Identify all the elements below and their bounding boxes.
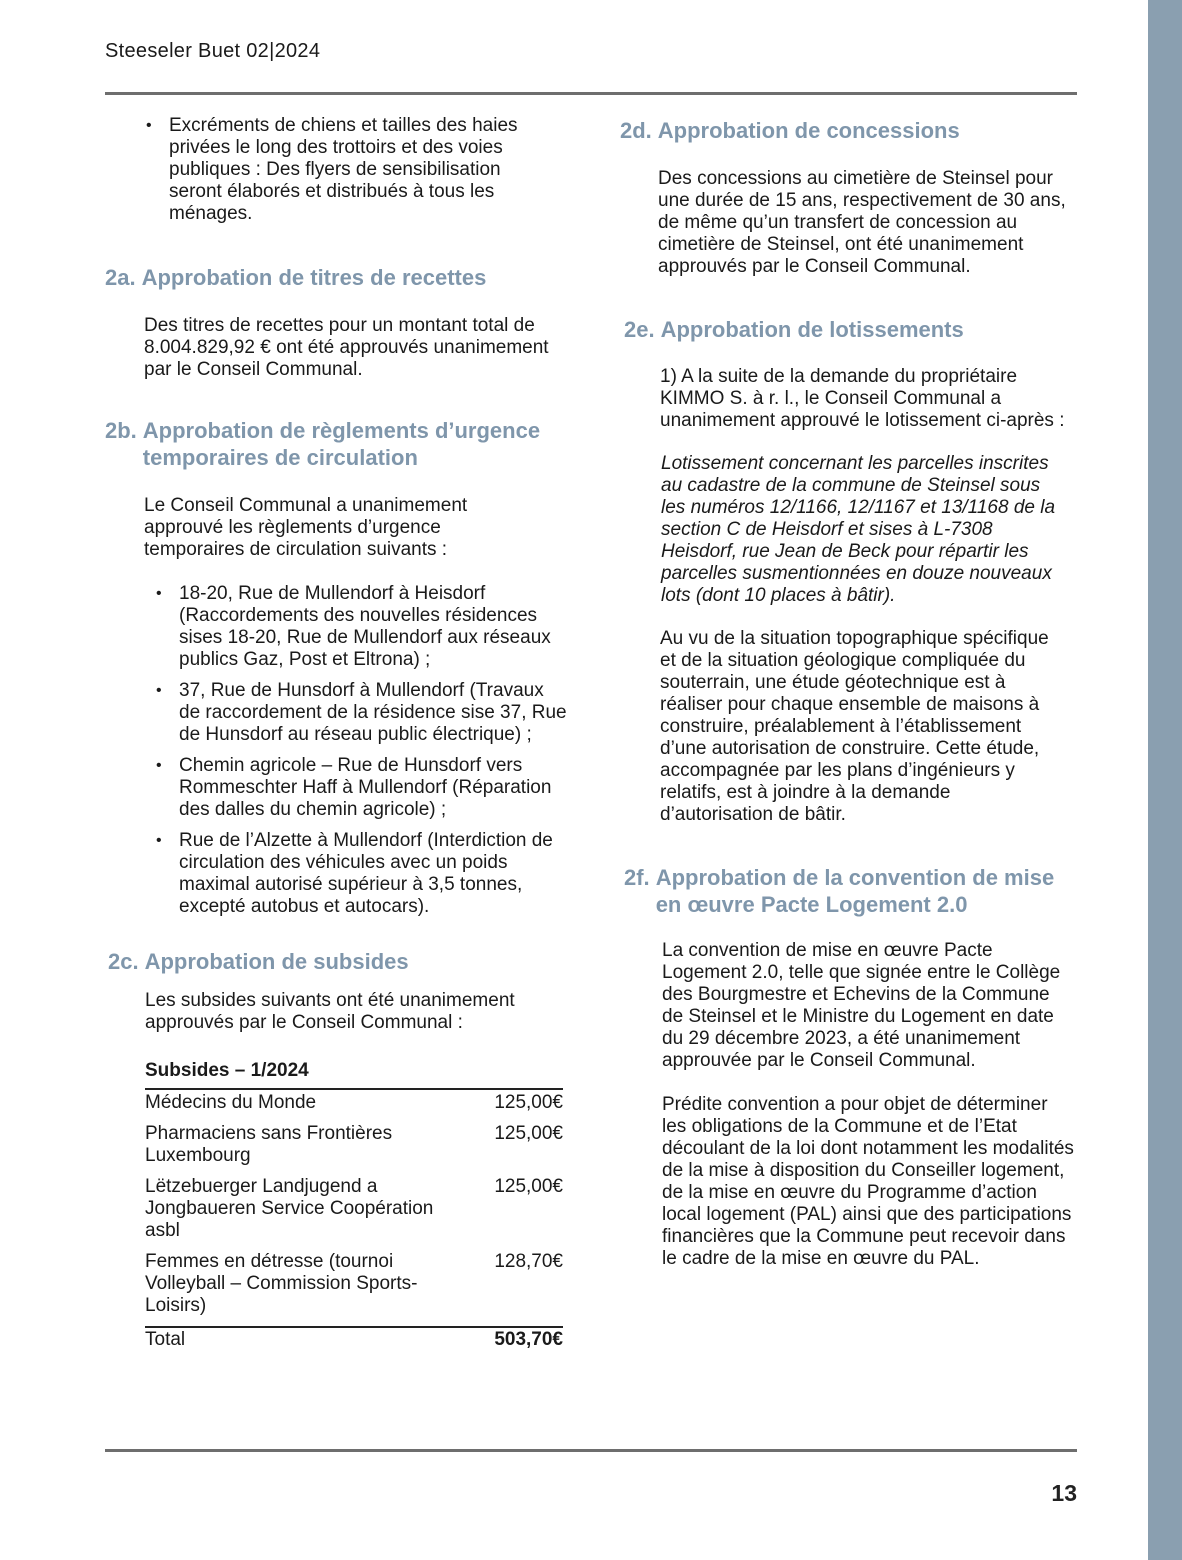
section-body-2f-convention: La convention de mise en œuvre Pacte Logement 2.0, telle que signée entre le Collège des Bourgmestre et Echevins de la Commune de Steinsel et le Ministre du Logement en date du 29 décembre 2023, a été unanimement approuvée par le Conseil Communal. [662, 940, 1061, 1071]
list-item: • Excréments de chiens et tailles des haies privées le long des trottoirs et des voies publiques : Des flyers de sensibilisation seront élaborés et distribués à tous les ménages. [146, 115, 518, 224]
table-cell-amount: 128,70€ [494, 1251, 563, 1272]
table-row [145, 1089, 563, 1123]
publication-title: Steeseler Buet 02|2024 [105, 40, 321, 62]
table-cell-amount: 125,00€ [445, 1089, 563, 1123]
table-row [145, 1176, 563, 1251]
bullet-icon: • [156, 757, 162, 774]
list-item: • Chemin agricole – Rue de Hunsdorf vers Rommeschter Haff à Mullendorf (Réparation des dalles du chemin agricole) ; [156, 755, 552, 820]
footer-divider [105, 1449, 1077, 1452]
header-divider [105, 92, 1077, 95]
table-row [145, 1251, 563, 1327]
section-heading-2e: 2e. Approbation de lotissements [624, 317, 964, 342]
section-body-2d: Des concessions au cimetière de Steinsel pour une durée de 15 ans, respectivement de 30 ans, de même qu’un transfert de concession au cimetière de Steinsel, ont été unanimement approuvés par le Conseil Communal. [658, 168, 1066, 277]
bullet-icon: • [146, 117, 152, 134]
bullet-icon: • [156, 832, 162, 849]
total-label: Total [145, 1327, 445, 1351]
bullet-icon: • [156, 585, 162, 602]
bullet-icon: • [156, 682, 162, 699]
section-body-2a: Des titres de recettes pour un montant total de 8.004.829,92 € ont été approuvés unanimement par le Conseil Communal. [144, 315, 549, 380]
table-cell-name: Lëtzebuerger Landjugend a Jongbaueren Service Coopération asbl [145, 1176, 434, 1241]
side-color-band [1148, 0, 1182, 1560]
subsidies-table [145, 1060, 563, 1351]
list-item: • Rue de l’Alzette à Mullendorf (Interdiction de circulation des véhicules avec un poids maximal autorisé supérieur à 3,5 tonnes, excepté autobus et autocars). [156, 830, 553, 917]
table-cell-name: Pharmaciens sans Frontières Luxembourg [145, 1123, 393, 1166]
table-cell-amount: 125,00€ [494, 1123, 563, 1144]
section-heading-2b: 2b. Approbation de règlements d’urgence temporaires de circulation [105, 418, 541, 470]
table-cell-name: Femmes en détresse (tournoi Volleyball – Commission Sports-Loisirs) [145, 1251, 418, 1316]
list-item: • 37, Rue de Hunsdorf à Mullendorf (Travaux de raccordement de la résidence sise 37, Rue de Hunsdorf au réseau public électrique) ; [156, 680, 567, 745]
section-heading-2f: 2f. Approbation de la convention de mise en œuvre Pacte Logement 2.0 [624, 865, 1055, 917]
right-column [618, 117, 1078, 1270]
list-item: • 18-20, Rue de Mullendorf à Heisdorf (Raccordements des nouvelles résidences sises 18-20, Rue de Mullendorf aux réseaux publics Gaz, Post et Eltrona) ; [156, 583, 551, 670]
table-title: Subsides – 1/2024 [145, 1060, 309, 1081]
page-number: 13 [1051, 1480, 1077, 1506]
section-body-2c: Les subsides suivants ont été unanimement approuvés par le Conseil Communal : [145, 990, 515, 1033]
section-body-2b: Le Conseil Communal a unanimement approuvé les règlements d’urgence temporaires de circulation suivants : [144, 495, 468, 560]
section-body-2e-request: 1) A la suite de la demande du propriétaire KIMMO S. à r. l., le Conseil Communal a unanimement approuvé le lotissement ci-après : [660, 366, 1065, 431]
section-heading-2a: 2a. Approbation de titres de recettes [105, 265, 487, 290]
section-body-2e-etude: Au vu de la situation topographique spécifique et de la situation géologique compliquée du souterrain, une étude géotechnique est à réaliser pour chaque ensemble de maisons à construire, préalablement à l’établissement d’une autorisation de construire. Cette étude, accompagnée par les plans d’ingénieurs y relatifs, est à joindre à la demande d’autorisation de bâtir. [660, 628, 1049, 825]
table-total-row [145, 1327, 563, 1351]
section-heading-2d: 2d. Approbation de concessions [620, 118, 960, 143]
section-body-2e-lotissement: Lotissement concernant les parcelles inscrites au cadastre de la commune de Steinsel sous les numéros 12/1166, 12/1167 et 13/1168 de la section C de Heisdorf et sises à L-7308 Heisdorf, rue Jean de Beck pour répartir les parcelles susmentionnées en douze nouveaux lots (dont 10 places à bâtir). [661, 453, 1056, 606]
table-row [145, 1123, 563, 1176]
total-amount: 503,70€ [445, 1327, 563, 1351]
intro-bullet-list [146, 115, 549, 225]
left-column [105, 115, 567, 1351]
table-cell-amount: 125,00€ [494, 1176, 563, 1197]
table-cell-name: Médecins du Monde [145, 1089, 445, 1123]
regulation-list [156, 583, 569, 918]
section-body-2f-objet: Prédite convention a pour objet de déterminer les obligations de la Commune et de l’Etat découlant de la loi dont notamment les modalités de la mise à disposition du Conseiller logement, de la mise en œuvre du Programme d’action local logement (PAL) ainsi que des participations financières que la Commune peut recevoir dans le cadre de la mise en œuvre du PAL. [662, 1094, 1074, 1269]
section-heading-2c: 2c. Approbation de subsides [108, 949, 409, 974]
